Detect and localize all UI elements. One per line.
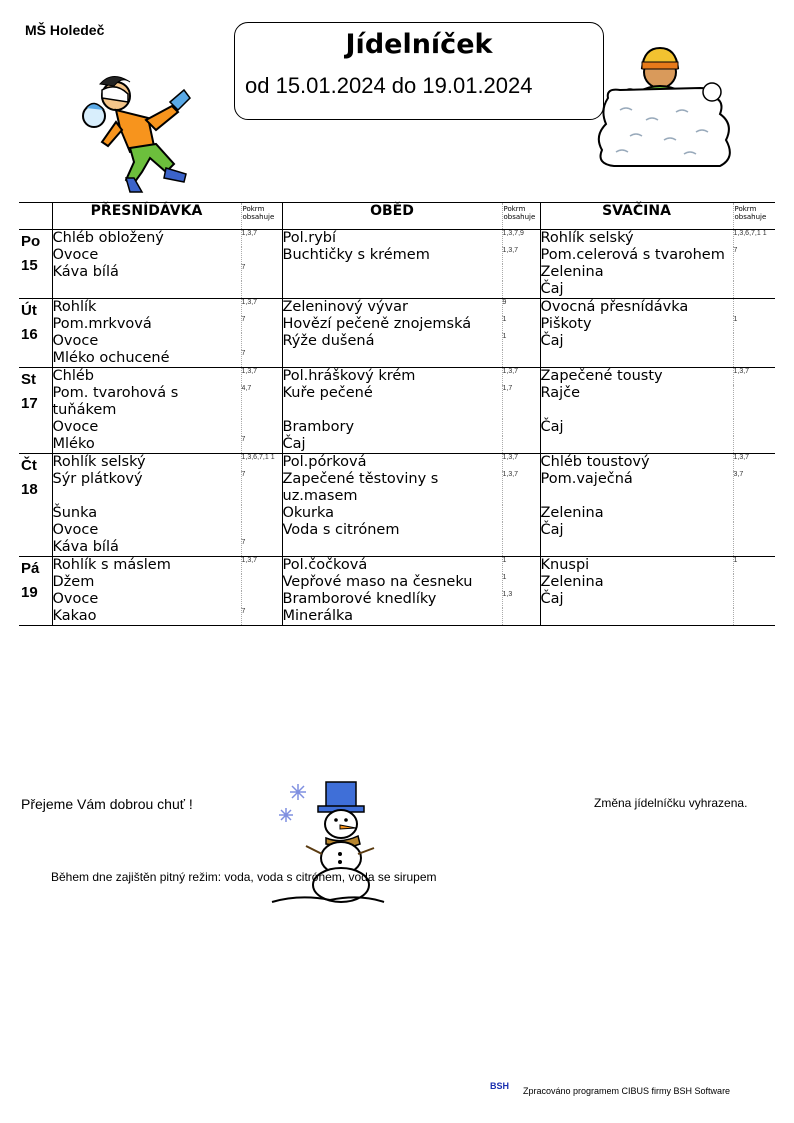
breakfast-item: Pom. tvarohová s tuňákem [52, 385, 241, 419]
snack-item: Čaj [540, 281, 733, 299]
allergen-codes [733, 522, 775, 539]
lunch-item: Pol.rybí [282, 230, 502, 248]
day-date: 19 [21, 584, 38, 601]
snack-item: Čaj [540, 333, 733, 350]
day-header [19, 203, 52, 230]
allergen-codes: 1,3,7 [502, 454, 540, 472]
allergen-header: Pokrm obsahuje [241, 203, 282, 230]
allergen-codes [502, 436, 540, 454]
allergen-codes [502, 281, 540, 299]
menu-row [19, 264, 775, 281]
snack-item: Knuspi [540, 557, 733, 575]
menu-row [19, 522, 775, 539]
menu-row [19, 368, 775, 386]
menu-row [19, 591, 775, 608]
menu-row [19, 299, 775, 317]
menu-row [19, 316, 775, 333]
allergen-codes [241, 505, 282, 522]
allergen-codes: 7 [241, 264, 282, 281]
allergen-codes [502, 522, 540, 539]
allergen-codes [733, 574, 775, 591]
breakfast-item: Šunka [52, 505, 241, 522]
snack-item [540, 350, 733, 368]
day-cell [19, 454, 52, 557]
allergen-codes: 1 [502, 574, 540, 591]
allergen-codes [502, 264, 540, 281]
snack-item: Zelenina [540, 264, 733, 281]
breakfast-item: Ovoce [52, 419, 241, 436]
snack-item [540, 608, 733, 626]
allergen-codes: 9 [502, 299, 540, 317]
lunch-item: Kuře pečené [282, 385, 502, 419]
lunch-item: Pol.pórková [282, 454, 502, 472]
allergen-header: Pokrm obsahuje [502, 203, 540, 230]
title-box [234, 22, 604, 120]
snack-item: Čaj [540, 522, 733, 539]
lunch-header: OBĚD [282, 203, 502, 230]
school-name: MŠ Holedeč [25, 22, 105, 38]
allergen-codes [502, 350, 540, 368]
allergen-codes: 4,7 [241, 385, 282, 419]
snack-item: Čaj [540, 591, 733, 608]
allergen-codes: 1,3,7 [502, 471, 540, 505]
allergen-codes: 1 [733, 557, 775, 575]
allergen-codes: 7 [241, 316, 282, 333]
snack-item: Pom.vaječná [540, 471, 733, 505]
allergen-codes [502, 608, 540, 626]
menu-row [19, 557, 775, 575]
breakfast-item: Rohlík [52, 299, 241, 317]
menu-row [19, 419, 775, 436]
breakfast-item: Ovoce [52, 522, 241, 539]
menu-row [19, 608, 775, 626]
menu-row [19, 281, 775, 299]
day-date: 18 [21, 481, 38, 498]
breakfast-item: Ovoce [52, 247, 241, 264]
lunch-item: Bramborové knedlíky [282, 591, 502, 608]
day-cell [19, 230, 52, 299]
snack-header: SVAČINA [540, 203, 733, 230]
lunch-item: Voda s citrónem [282, 522, 502, 539]
allergen-codes [241, 574, 282, 591]
menu-row [19, 454, 775, 472]
menu-row [19, 574, 775, 591]
day-date: 17 [21, 395, 38, 412]
allergen-codes [733, 539, 775, 557]
day-cell [19, 557, 52, 626]
breakfast-item: Sýr plátkový [52, 471, 241, 505]
snow-fort-kid-illustration [580, 40, 740, 172]
allergen-codes [733, 419, 775, 436]
allergen-codes: 1,3,6,7,1 1 [733, 230, 775, 248]
allergen-codes: 7 [241, 436, 282, 454]
page-title: Jídelníček [345, 29, 493, 60]
lunch-item: Čaj [282, 436, 502, 454]
menu-row [19, 505, 775, 522]
lunch-item: Zapečené těstoviny s uz.masem [282, 471, 502, 505]
lunch-item: Pol.hráškový krém [282, 368, 502, 386]
allergen-codes [241, 247, 282, 264]
snowman-illustration [270, 780, 385, 905]
allergen-codes: 7 [241, 539, 282, 557]
snack-item: Rajče [540, 385, 733, 419]
breakfast-item: Kakao [52, 608, 241, 626]
allergen-codes [502, 419, 540, 436]
snack-item: Zelenina [540, 574, 733, 591]
allergen-codes: 1,3,7 [502, 368, 540, 386]
breakfast-item: Ovoce [52, 333, 241, 350]
allergen-codes [733, 264, 775, 281]
drinking-regime-text: Během dne zajištěn pitný režim: voda, voda s citrónem, voda se sirupem [51, 870, 437, 884]
allergen-codes: 1,3,7 [241, 299, 282, 317]
snack-item: Rohlík selský [540, 230, 733, 248]
change-notice: Změna jídelníčku vyhrazena. [594, 796, 748, 810]
breakfast-item: Ovoce [52, 591, 241, 608]
allergen-codes [733, 608, 775, 626]
allergen-codes: 1,3,7 [733, 368, 775, 386]
lunch-item [282, 350, 502, 368]
lunch-item: Buchtičky s krémem [282, 247, 502, 264]
breakfast-item: Rohlík s máslem [52, 557, 241, 575]
day-cell [19, 299, 52, 368]
snack-item: Ovocná přesnídávka [540, 299, 733, 317]
lunch-item: Brambory [282, 419, 502, 436]
day-cell [19, 368, 52, 454]
snack-item: Pom.celerová s tvarohem [540, 247, 733, 264]
allergen-codes: 1,3 [502, 591, 540, 608]
day-abbr: Pá [21, 560, 40, 577]
allergen-codes: 7 [733, 247, 775, 264]
allergen-codes [502, 505, 540, 522]
allergen-codes: 1 [502, 557, 540, 575]
snack-item: Chléb toustový [540, 454, 733, 472]
allergen-codes [241, 591, 282, 608]
lunch-item: Rýže dušená [282, 333, 502, 350]
allergen-codes [733, 591, 775, 608]
wish-text: Přejeme Vám dobrou chuť ! [21, 796, 193, 812]
menu-table [19, 202, 775, 626]
breakfast-item [52, 281, 241, 299]
allergen-codes [241, 281, 282, 299]
breakfast-item: Chléb [52, 368, 241, 386]
allergen-codes [733, 281, 775, 299]
allergen-codes: 1 [733, 316, 775, 333]
allergen-codes: 7 [241, 608, 282, 626]
day-date: 16 [21, 326, 38, 343]
menu-row [19, 230, 775, 248]
menu-row [19, 247, 775, 264]
software-credit: Zpracováno programem CIBUS firmy BSH Software [523, 1086, 731, 1096]
day-abbr: Čt [21, 457, 37, 474]
allergen-codes: 7 [241, 471, 282, 505]
allergen-codes: 1,3,7 [241, 557, 282, 575]
breakfast-item: Džem [52, 574, 241, 591]
allergen-codes [241, 522, 282, 539]
allergen-codes: 1,3,7 [241, 230, 282, 248]
allergen-codes: 1 [502, 333, 540, 350]
menu-row [19, 471, 775, 505]
snack-item: Zapečené tousty [540, 368, 733, 386]
snack-item [540, 436, 733, 454]
breakfast-item: Pom.mrkvová [52, 316, 241, 333]
lunch-item: Zeleninový vývar [282, 299, 502, 317]
breakfast-item: Mléko [52, 436, 241, 454]
breakfast-item: Mléko ochucené [52, 350, 241, 368]
allergen-codes: 1,3,7 [502, 247, 540, 264]
snack-item [540, 539, 733, 557]
allergen-codes: 1,3,7 [733, 454, 775, 472]
breakfast-item: Káva bílá [52, 539, 241, 557]
menu-row [19, 333, 775, 350]
allergen-codes [733, 436, 775, 454]
lunch-item: Hovězí pečeně znojemská [282, 316, 502, 333]
allergen-header: Pokrm obsahuje [733, 203, 775, 230]
lunch-item [282, 281, 502, 299]
menu-row [19, 350, 775, 368]
lunch-item: Minerálka [282, 608, 502, 626]
day-abbr: Po [21, 233, 41, 250]
allergen-codes: 1,3,6,7,1 1 [241, 454, 282, 472]
lunch-item [282, 539, 502, 557]
breakfast-header: PŘESNÍDÁVKA [52, 203, 241, 230]
menu-row [19, 436, 775, 454]
allergen-codes [241, 419, 282, 436]
allergen-codes [502, 539, 540, 557]
allergen-codes: 3,7 [733, 471, 775, 505]
allergen-codes [733, 350, 775, 368]
allergen-codes [733, 505, 775, 522]
lunch-item: Pol.čočková [282, 557, 502, 575]
allergen-codes: 1,3,7 [241, 368, 282, 386]
allergen-codes: 1,3,7,9 [502, 230, 540, 248]
snack-item: Zelenina [540, 505, 733, 522]
lunch-item [282, 264, 502, 281]
menu-row [19, 385, 775, 419]
allergen-codes [733, 385, 775, 419]
lunch-item: Vepřové maso na česneku [282, 574, 502, 591]
snack-item: Čaj [540, 419, 733, 436]
breakfast-item: Chléb obložený [52, 230, 241, 248]
breakfast-item: Káva bílá [52, 264, 241, 281]
snack-item: Piškoty [540, 316, 733, 333]
allergen-codes: 7 [241, 350, 282, 368]
allergen-codes: 1,7 [502, 385, 540, 419]
allergen-codes [733, 299, 775, 317]
breakfast-item: Rohlík selský [52, 454, 241, 472]
date-range: od 15.01.2024 do 19.01.2024 [245, 73, 533, 98]
snowball-kid-illustration [72, 68, 202, 196]
lunch-item: Okurka [282, 505, 502, 522]
day-abbr: Út [21, 302, 37, 319]
allergen-codes: 1 [502, 316, 540, 333]
allergen-codes [241, 333, 282, 350]
day-date: 15 [21, 257, 38, 274]
menu-row [19, 539, 775, 557]
allergen-codes [733, 333, 775, 350]
table-header [19, 203, 775, 230]
day-abbr: St [21, 371, 36, 388]
bsh-logo: BSH [490, 1081, 510, 1091]
